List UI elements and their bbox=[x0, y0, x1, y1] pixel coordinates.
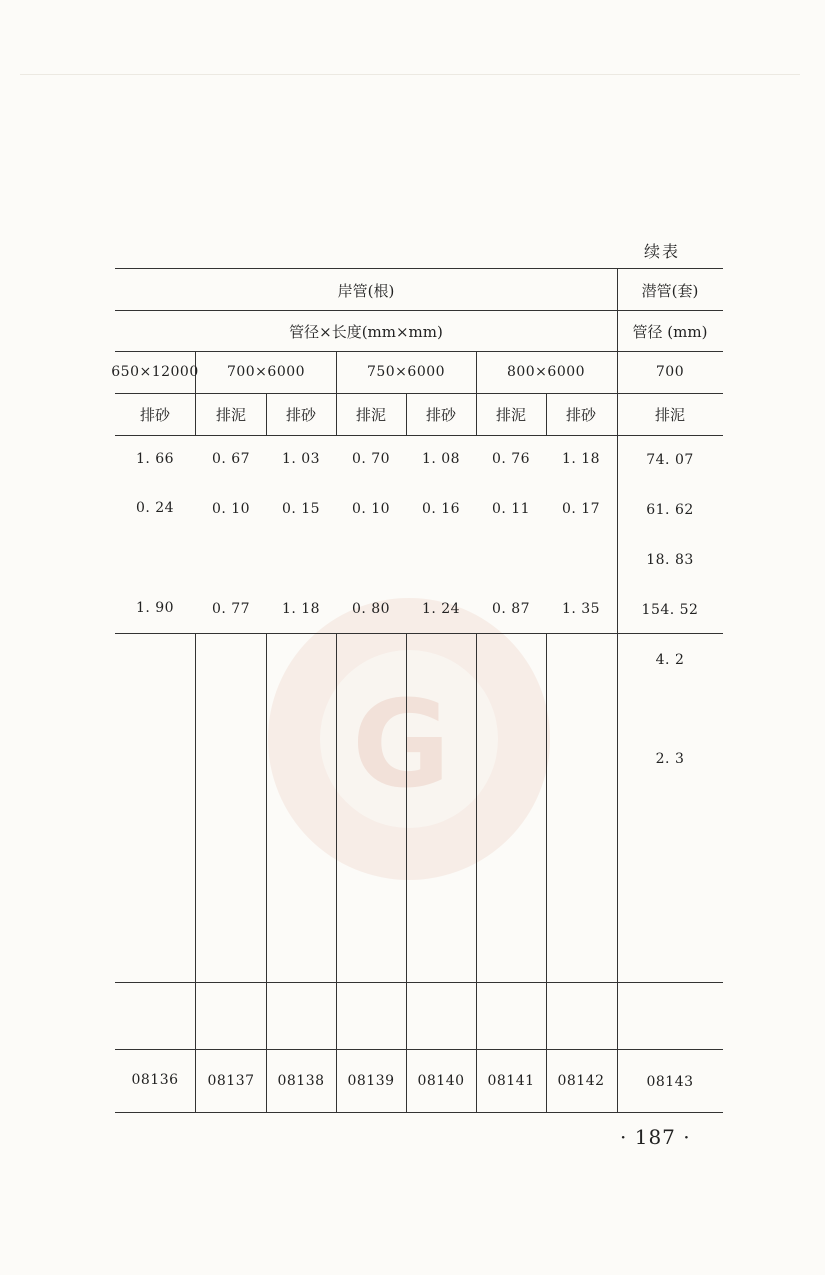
header-diameter: 管径 (mm) bbox=[632, 323, 708, 341]
col-divider-5-body bbox=[476, 633, 477, 1112]
table-cell: 0. 16 bbox=[421, 501, 461, 517]
col-divider-4-header bbox=[406, 393, 407, 435]
col-divider-2-body bbox=[266, 633, 267, 1112]
table-cell: 1. 35 bbox=[561, 601, 601, 617]
table-cell: 1. 24 bbox=[421, 601, 461, 617]
publisher-watermark: G bbox=[268, 598, 550, 880]
table-cell: 0. 17 bbox=[561, 501, 601, 517]
col-divider-4-body bbox=[406, 633, 407, 1112]
table-cell: 1. 66 bbox=[135, 451, 175, 467]
table-cell: 1. 18 bbox=[281, 601, 321, 617]
type-label: 排泥 bbox=[495, 406, 527, 424]
table-cell: 0. 76 bbox=[491, 451, 531, 467]
table-cell: 0. 10 bbox=[211, 501, 251, 517]
code-cell: 08140 bbox=[417, 1073, 465, 1089]
page-number: · 187 · bbox=[620, 1125, 691, 1149]
type-label: 排泥 bbox=[215, 406, 247, 424]
section-rule-3 bbox=[115, 1049, 723, 1050]
table-cell: 0. 10 bbox=[351, 501, 391, 517]
table-cell: 0. 70 bbox=[351, 451, 391, 467]
table-cell: 1. 18 bbox=[561, 451, 601, 467]
code-cell: 08139 bbox=[347, 1073, 395, 1089]
submerged-divider-header bbox=[617, 268, 618, 435]
type-label: 排泥 bbox=[654, 406, 686, 424]
size-800x6000: 800×6000 bbox=[506, 364, 586, 380]
code-cell: 08136 bbox=[131, 1072, 179, 1088]
code-cell: 08137 bbox=[207, 1073, 255, 1089]
section-rule-1 bbox=[115, 633, 723, 634]
col-divider-5-header bbox=[476, 351, 477, 435]
table-cell: 154. 52 bbox=[641, 602, 699, 618]
table-cell: 0. 80 bbox=[351, 601, 391, 617]
table-cell: 18. 83 bbox=[646, 552, 694, 568]
table-continued-caption: 续表 bbox=[644, 242, 681, 261]
table-cell: 1. 90 bbox=[135, 600, 175, 616]
col-divider-1-body bbox=[195, 633, 196, 1112]
header-rule-1 bbox=[115, 310, 723, 311]
table-cell: 0. 77 bbox=[211, 601, 251, 617]
table-top-rule bbox=[115, 268, 723, 269]
type-label: 排泥 bbox=[355, 406, 387, 424]
submerged-divider-body bbox=[617, 435, 618, 1112]
table-bottom-rule bbox=[115, 1112, 723, 1113]
col-divider-2-header bbox=[266, 393, 267, 435]
col-divider-3-header bbox=[336, 351, 337, 435]
code-cell: 08142 bbox=[557, 1073, 605, 1089]
size-650x12000: 650×12000 bbox=[111, 364, 199, 380]
section-rule-2 bbox=[115, 982, 723, 983]
table-cell: 0. 15 bbox=[281, 501, 321, 517]
type-label: 排砂 bbox=[565, 406, 597, 424]
col-divider-6-header bbox=[546, 393, 547, 435]
table-cell: 0. 67 bbox=[211, 451, 251, 467]
header-rule-3 bbox=[115, 393, 723, 394]
header-rule-2 bbox=[115, 351, 723, 352]
table-cell: 1. 08 bbox=[421, 451, 461, 467]
size-750x6000: 750×6000 bbox=[366, 364, 446, 380]
col-divider-6-body bbox=[546, 633, 547, 1112]
header-bottom-rule bbox=[115, 435, 723, 436]
table-cell: 74. 07 bbox=[646, 452, 694, 468]
page-top-rule bbox=[20, 74, 800, 75]
table-cell: 61. 62 bbox=[646, 502, 694, 518]
header-submerged-pipe: 潜管(套) bbox=[641, 282, 699, 300]
code-cell: 08138 bbox=[277, 1073, 325, 1089]
size-700x6000: 700×6000 bbox=[226, 364, 306, 380]
type-label: 排砂 bbox=[285, 406, 317, 424]
size-700-submerged: 700 bbox=[655, 364, 685, 380]
table-cell: 2. 3 bbox=[655, 751, 685, 767]
type-label: 排砂 bbox=[425, 406, 457, 424]
header-shore-pipe: 岸管(根) bbox=[337, 282, 395, 300]
table-cell: 0. 24 bbox=[135, 500, 175, 516]
code-cell: 08141 bbox=[487, 1073, 535, 1089]
table-cell: 4. 2 bbox=[655, 652, 685, 668]
table-cell: 1. 03 bbox=[281, 451, 321, 467]
header-diameter-length: 管径×长度(mm×mm) bbox=[289, 323, 443, 341]
code-cell: 08143 bbox=[646, 1074, 694, 1090]
table-cell: 0. 87 bbox=[491, 601, 531, 617]
type-label: 排砂 bbox=[139, 406, 171, 424]
table-cell: 0. 11 bbox=[491, 501, 531, 517]
col-divider-3-body bbox=[336, 633, 337, 1112]
